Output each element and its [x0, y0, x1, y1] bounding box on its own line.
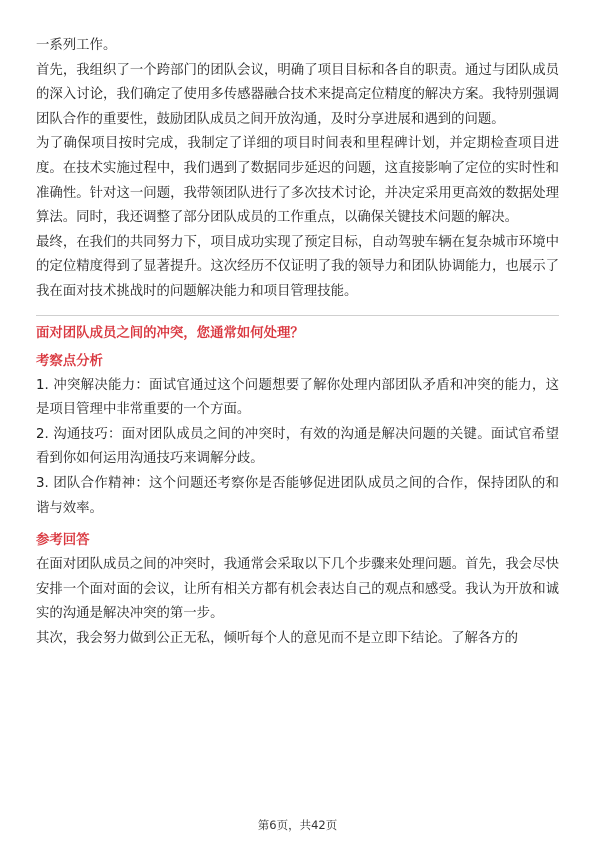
analysis-item: 2. 沟通技巧：面对团队成员之间的冲突时，有效的沟通是解决问题的关键。面试官希望看到你如何运用沟通技巧来调解分歧。 — [36, 426, 559, 467]
page-content — [36, 34, 559, 651]
section-divider — [36, 315, 559, 316]
body-paragraph: 一系列工作。 — [36, 38, 117, 53]
body-paragraph: 首先，我组织了一个跨部门的团队会议，明确了项目目标和各自的职责。通过与团队成员的深入讨论，我们确定了使用多传感器融合技术来提高定位精度的解决方案。我特别强调团队合作的重要性，鼓励团队成员之间开放沟通，及时分享进展和遇到的问题。 — [36, 62, 559, 127]
body-paragraph: 为了确保项目按时完成，我制定了详细的项目时间表和里程碑计划，并定期检查项目进度。在技术实施过程中，我们遇到了数据同步延迟的问题，这直接影响了定位的实时性和准确性。针对这一问题，我带领团队进行了多次技术讨论，并决定采用更高效的数据处理算法。同时，我还调整了部分团队成员的工作重点，以确保关键技术问题的解决。 — [36, 136, 559, 226]
body-paragraph: 最终，在我们的共同努力下，项目成功实现了预定目标，自动驾驶车辆在复杂城市环境中的定位精度得到了显著提升。这次经历不仅证明了我的领导力和团队协调能力，也展示了我在面对技术挑战时的问题解决能力和项目管理技能。 — [36, 234, 559, 299]
analysis-item: 1. 冲突解决能力：面试官通过这个问题想要了解你处理内部团队矛盾和冲突的能力，这是项目管理中非常重要的一个方面。 — [36, 377, 559, 418]
analysis-heading: 考察点分析 — [36, 353, 103, 369]
answer-paragraph: 在面对团队成员之间的冲突时，我通常会采取以下几个步骤来处理问题。首先，我会尽快安排一个面对面的会议，让所有相关方都有机会表达自己的观点和感受。我认为开放和诚实的沟通是解决冲突的第一步。 — [36, 557, 559, 622]
answer-heading: 参考回答 — [36, 533, 90, 549]
question-heading: 面对团队成员之间的冲突，您通常如何处理？ — [36, 325, 304, 341]
answer-paragraph: 其次，我会努力做到公正无私，倾听每个人的意见而不是立即下结论。了解各方的 — [36, 630, 519, 646]
page-number-footer: 第6页，共42页 — [257, 818, 338, 832]
analysis-item: 3. 团队合作精神：这个问题还考察你是否能够促进团队成员之间的合作，保持团队的和谐与效率。 — [36, 475, 559, 516]
